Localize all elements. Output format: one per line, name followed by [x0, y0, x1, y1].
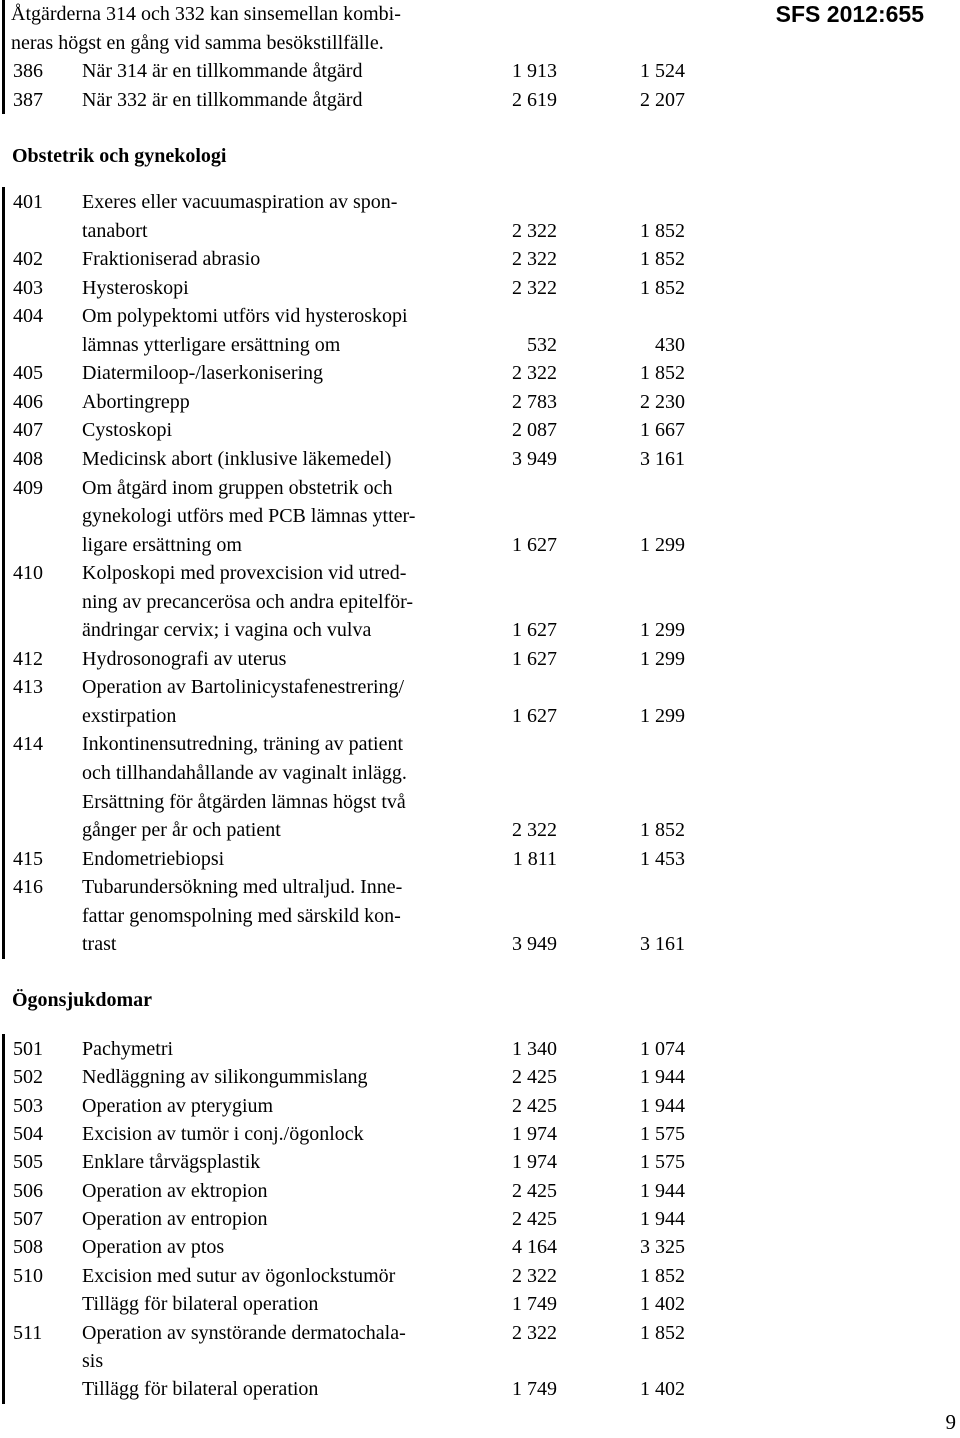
row-description: exstirpation [82, 704, 177, 727]
row-value-2: 3 161 [640, 447, 685, 470]
row-code: 403 [13, 276, 43, 299]
row-description: Medicinsk abort (inklusive läkemedel) [82, 447, 392, 470]
row-value-1: 2 619 [512, 88, 557, 111]
row-value-2: 1 852 [640, 1264, 685, 1287]
row-value-2: 1 944 [640, 1066, 685, 1089]
row-value-1: 1 340 [512, 1038, 557, 1060]
row-code: 507 [13, 1208, 43, 1231]
row-code: 506 [13, 1179, 43, 1202]
row-value-2: 1 944 [640, 1179, 685, 1202]
row-description: trast [82, 933, 117, 956]
row-code: 386 [13, 60, 43, 82]
row-value-2: 1 852 [640, 248, 685, 271]
row-description: Om polypektomi utförs vid hysteroskopi [82, 305, 408, 328]
table-row [0, 845, 700, 874]
row-description: Endometriebiopsi [82, 847, 225, 870]
row-description: Operation av synstörande dermatochala- [82, 1321, 406, 1344]
row-value-2: 1 524 [640, 60, 685, 82]
row-code: 501 [13, 1038, 43, 1060]
row-code: 401 [13, 191, 43, 213]
row-code: 408 [13, 447, 43, 470]
row-value-1: 1 627 [512, 647, 557, 670]
row-value-2: 2 207 [640, 88, 685, 111]
row-value-2: 1 402 [640, 1378, 685, 1401]
row-value-1: 3 949 [512, 447, 557, 470]
row-description: Inkontinensutredning, träning av patient [82, 733, 404, 756]
row-description: ändringar cervix; i vagina och vulva [82, 619, 372, 642]
row-description: Operation av pterygium [82, 1094, 274, 1117]
row-value-2: 1 299 [640, 647, 685, 670]
row-value-1: 1 749 [512, 1378, 557, 1401]
row-value-2: 1 852 [640, 362, 685, 385]
row-code: 510 [13, 1264, 43, 1287]
row-value-2: 1 299 [640, 619, 685, 642]
table-row [0, 531, 700, 560]
table-row [0, 245, 700, 274]
row-description: Abortingrepp [82, 390, 190, 413]
table-row [0, 730, 700, 759]
row-value-2: 1 852 [640, 276, 685, 299]
row-code: 415 [13, 847, 43, 870]
table-row [0, 359, 700, 388]
table-row [0, 645, 700, 674]
row-code: 410 [13, 562, 43, 585]
row-value-1: 1 627 [512, 619, 557, 642]
row-value-2: 3 325 [640, 1236, 685, 1259]
row-code: 402 [13, 248, 43, 271]
table-row [0, 902, 700, 931]
row-description: Nedläggning av silikongummislang [82, 1066, 368, 1089]
row-code: 412 [13, 647, 43, 670]
row-value-1: 2 425 [512, 1066, 557, 1089]
row-value-1: 532 [527, 333, 557, 356]
row-description: Hysteroskopi [82, 276, 189, 299]
row-value-2: 1 453 [640, 847, 685, 870]
row-value-1: 1 749 [512, 1293, 557, 1316]
row-value-1: 2 322 [512, 1321, 557, 1344]
row-value-1: 2 322 [512, 1264, 557, 1287]
row-value-1: 2 425 [512, 1208, 557, 1231]
row-description: Operation av ektropion [82, 1179, 268, 1202]
row-description: och tillhandahållande av vaginalt inlägg. [82, 762, 407, 784]
row-value-1: 2 425 [512, 1179, 557, 1202]
row-description: Excision med sutur av ögonlockstumör [82, 1264, 396, 1287]
row-description: ning av precancerösa och andra epitelför- [82, 590, 414, 613]
section-title-obstetrik: Obstetrik och gynekologi [12, 145, 227, 167]
table-row [0, 1375, 700, 1404]
row-code: 502 [13, 1066, 43, 1089]
row-value-2: 1 852 [640, 819, 685, 842]
table-row [0, 702, 700, 731]
row-value-2: 1 575 [640, 1123, 685, 1146]
intro-text: Åtgärderna 314 och 332 kan sinsemellan kombi- [11, 3, 401, 25]
table-row [0, 930, 700, 959]
table-row [0, 588, 700, 617]
row-code: 407 [13, 419, 43, 442]
row-code: 414 [13, 733, 43, 756]
row-code: 508 [13, 1236, 43, 1259]
row-value-1: 1 913 [512, 60, 557, 82]
row-value-1: 2 322 [512, 362, 557, 385]
table-row [0, 86, 700, 115]
table-row [0, 1120, 700, 1149]
row-value-2: 1 852 [640, 1321, 685, 1344]
row-description: När 332 är en tillkommande åtgärd [82, 88, 363, 111]
row-description: Om åtgärd inom gruppen obstetrik och [82, 476, 393, 499]
row-code: 505 [13, 1151, 43, 1174]
row-code: 504 [13, 1123, 43, 1146]
row-code: 503 [13, 1094, 43, 1117]
row-description: Tubarundersökning med ultraljud. Inne- [82, 876, 403, 899]
row-code: 406 [13, 390, 43, 413]
section-title-ogon: Ögonsjukdomar [12, 989, 153, 1011]
row-description: Ersättning för åtgärden lämnas högst två [82, 790, 406, 813]
table-row [0, 1290, 700, 1319]
row-code: 413 [13, 676, 43, 699]
table-row [0, 331, 700, 360]
row-value-2: 1 944 [640, 1208, 685, 1231]
row-value-1: 3 949 [512, 933, 557, 956]
row-value-2: 1 074 [640, 1038, 685, 1060]
row-value-2: 3 161 [640, 933, 685, 956]
row-description: Tillägg för bilateral operation [82, 1293, 319, 1316]
row-code: 404 [13, 305, 43, 328]
row-value-1: 4 164 [512, 1236, 557, 1259]
table-row [0, 1205, 700, 1234]
row-value-2: 430 [655, 333, 685, 356]
table-row [0, 673, 700, 702]
row-description: lämnas ytterligare ersättning om [82, 333, 341, 356]
row-value-1: 1 974 [512, 1151, 557, 1174]
table-row [0, 302, 700, 331]
row-description: Operation av ptos [82, 1236, 225, 1259]
table-row [0, 1177, 700, 1206]
row-code: 405 [13, 362, 43, 385]
table-row [0, 1092, 700, 1121]
row-description: Pachymetri [82, 1038, 174, 1060]
row-description: Enklare tårvägsplastik [82, 1151, 261, 1174]
row-description: Hydrosonografi av uterus [82, 647, 287, 670]
table-row [0, 388, 700, 417]
table-row [0, 873, 700, 902]
table-row [0, 788, 700, 817]
row-code: 511 [13, 1321, 43, 1344]
table-row [0, 1319, 700, 1348]
row-description: fattar genomspolning med särskild kon- [82, 904, 401, 927]
table-row [0, 474, 700, 503]
row-description: Operation av entropion [82, 1208, 268, 1231]
row-description: Operation av Bartolinicystafenestrering/ [82, 676, 405, 699]
row-description: tanabort [82, 219, 148, 242]
table-row [0, 1347, 700, 1376]
row-description: sis [82, 1349, 104, 1372]
row-description: gånger per år och patient [82, 819, 281, 842]
row-description: ligare ersättning om [82, 533, 242, 556]
row-description: Diatermiloop-/laserkonisering [82, 362, 324, 385]
intro-text-line [0, 29, 700, 58]
row-description: Excision av tumör i conj./ögonlock [82, 1123, 364, 1146]
row-description: Kolposkopi med provexcision vid utred- [82, 562, 407, 585]
row-value-1: 2 425 [512, 1094, 557, 1117]
table-row [0, 217, 700, 246]
row-value-1: 2 783 [512, 390, 557, 413]
row-value-1: 2 087 [512, 419, 557, 442]
row-value-2: 1 575 [640, 1151, 685, 1174]
table-row [0, 616, 700, 645]
row-value-1: 2 322 [512, 276, 557, 299]
row-description: gynekologi utförs med PCB lämnas ytter- [82, 505, 416, 528]
row-code: 416 [13, 876, 43, 899]
row-code: 409 [13, 476, 43, 499]
row-value-1: 1 811 [512, 847, 557, 870]
row-value-2: 2 230 [640, 390, 685, 413]
table-row [0, 502, 700, 531]
row-value-2: 1 299 [640, 704, 685, 727]
table-row [0, 759, 700, 788]
table-row [0, 445, 700, 474]
row-value-2: 1 667 [640, 419, 685, 442]
table-row [0, 1063, 700, 1092]
page-number: 9 [945, 1410, 956, 1434]
sfs-reference: SFS 2012:655 [775, 1, 924, 27]
row-code: 387 [13, 88, 43, 111]
table-row [0, 274, 700, 303]
row-description: Fraktioniserad abrasio [82, 248, 261, 271]
row-description: Exeres eller vacuumaspiration av spon- [82, 191, 398, 213]
table-row [0, 57, 700, 86]
row-value-1: 1 627 [512, 533, 557, 556]
table-row [0, 816, 700, 845]
table-row [0, 188, 700, 217]
table-row [0, 559, 700, 588]
row-value-1: 2 322 [512, 248, 557, 271]
intro-text-line [0, 0, 700, 29]
table-row [0, 1148, 700, 1177]
row-description: Cystoskopi [82, 419, 173, 442]
table-row [0, 1035, 700, 1064]
intro-text: neras högst en gång vid samma besökstillfälle. [11, 31, 384, 54]
row-value-2: 1 402 [640, 1293, 685, 1316]
row-value-2: 1 299 [640, 533, 685, 556]
row-value-2: 1 944 [640, 1094, 685, 1117]
row-value-1: 2 322 [512, 219, 557, 242]
table-row [0, 1233, 700, 1262]
table-row [0, 416, 700, 445]
row-description: När 314 är en tillkommande åtgärd [82, 60, 363, 82]
row-value-1: 1 974 [512, 1123, 557, 1146]
row-value-1: 2 322 [512, 819, 557, 842]
row-description: Tillägg för bilateral operation [82, 1378, 319, 1401]
table-row [0, 1262, 700, 1291]
row-value-2: 1 852 [640, 219, 685, 242]
row-value-1: 1 627 [512, 704, 557, 727]
